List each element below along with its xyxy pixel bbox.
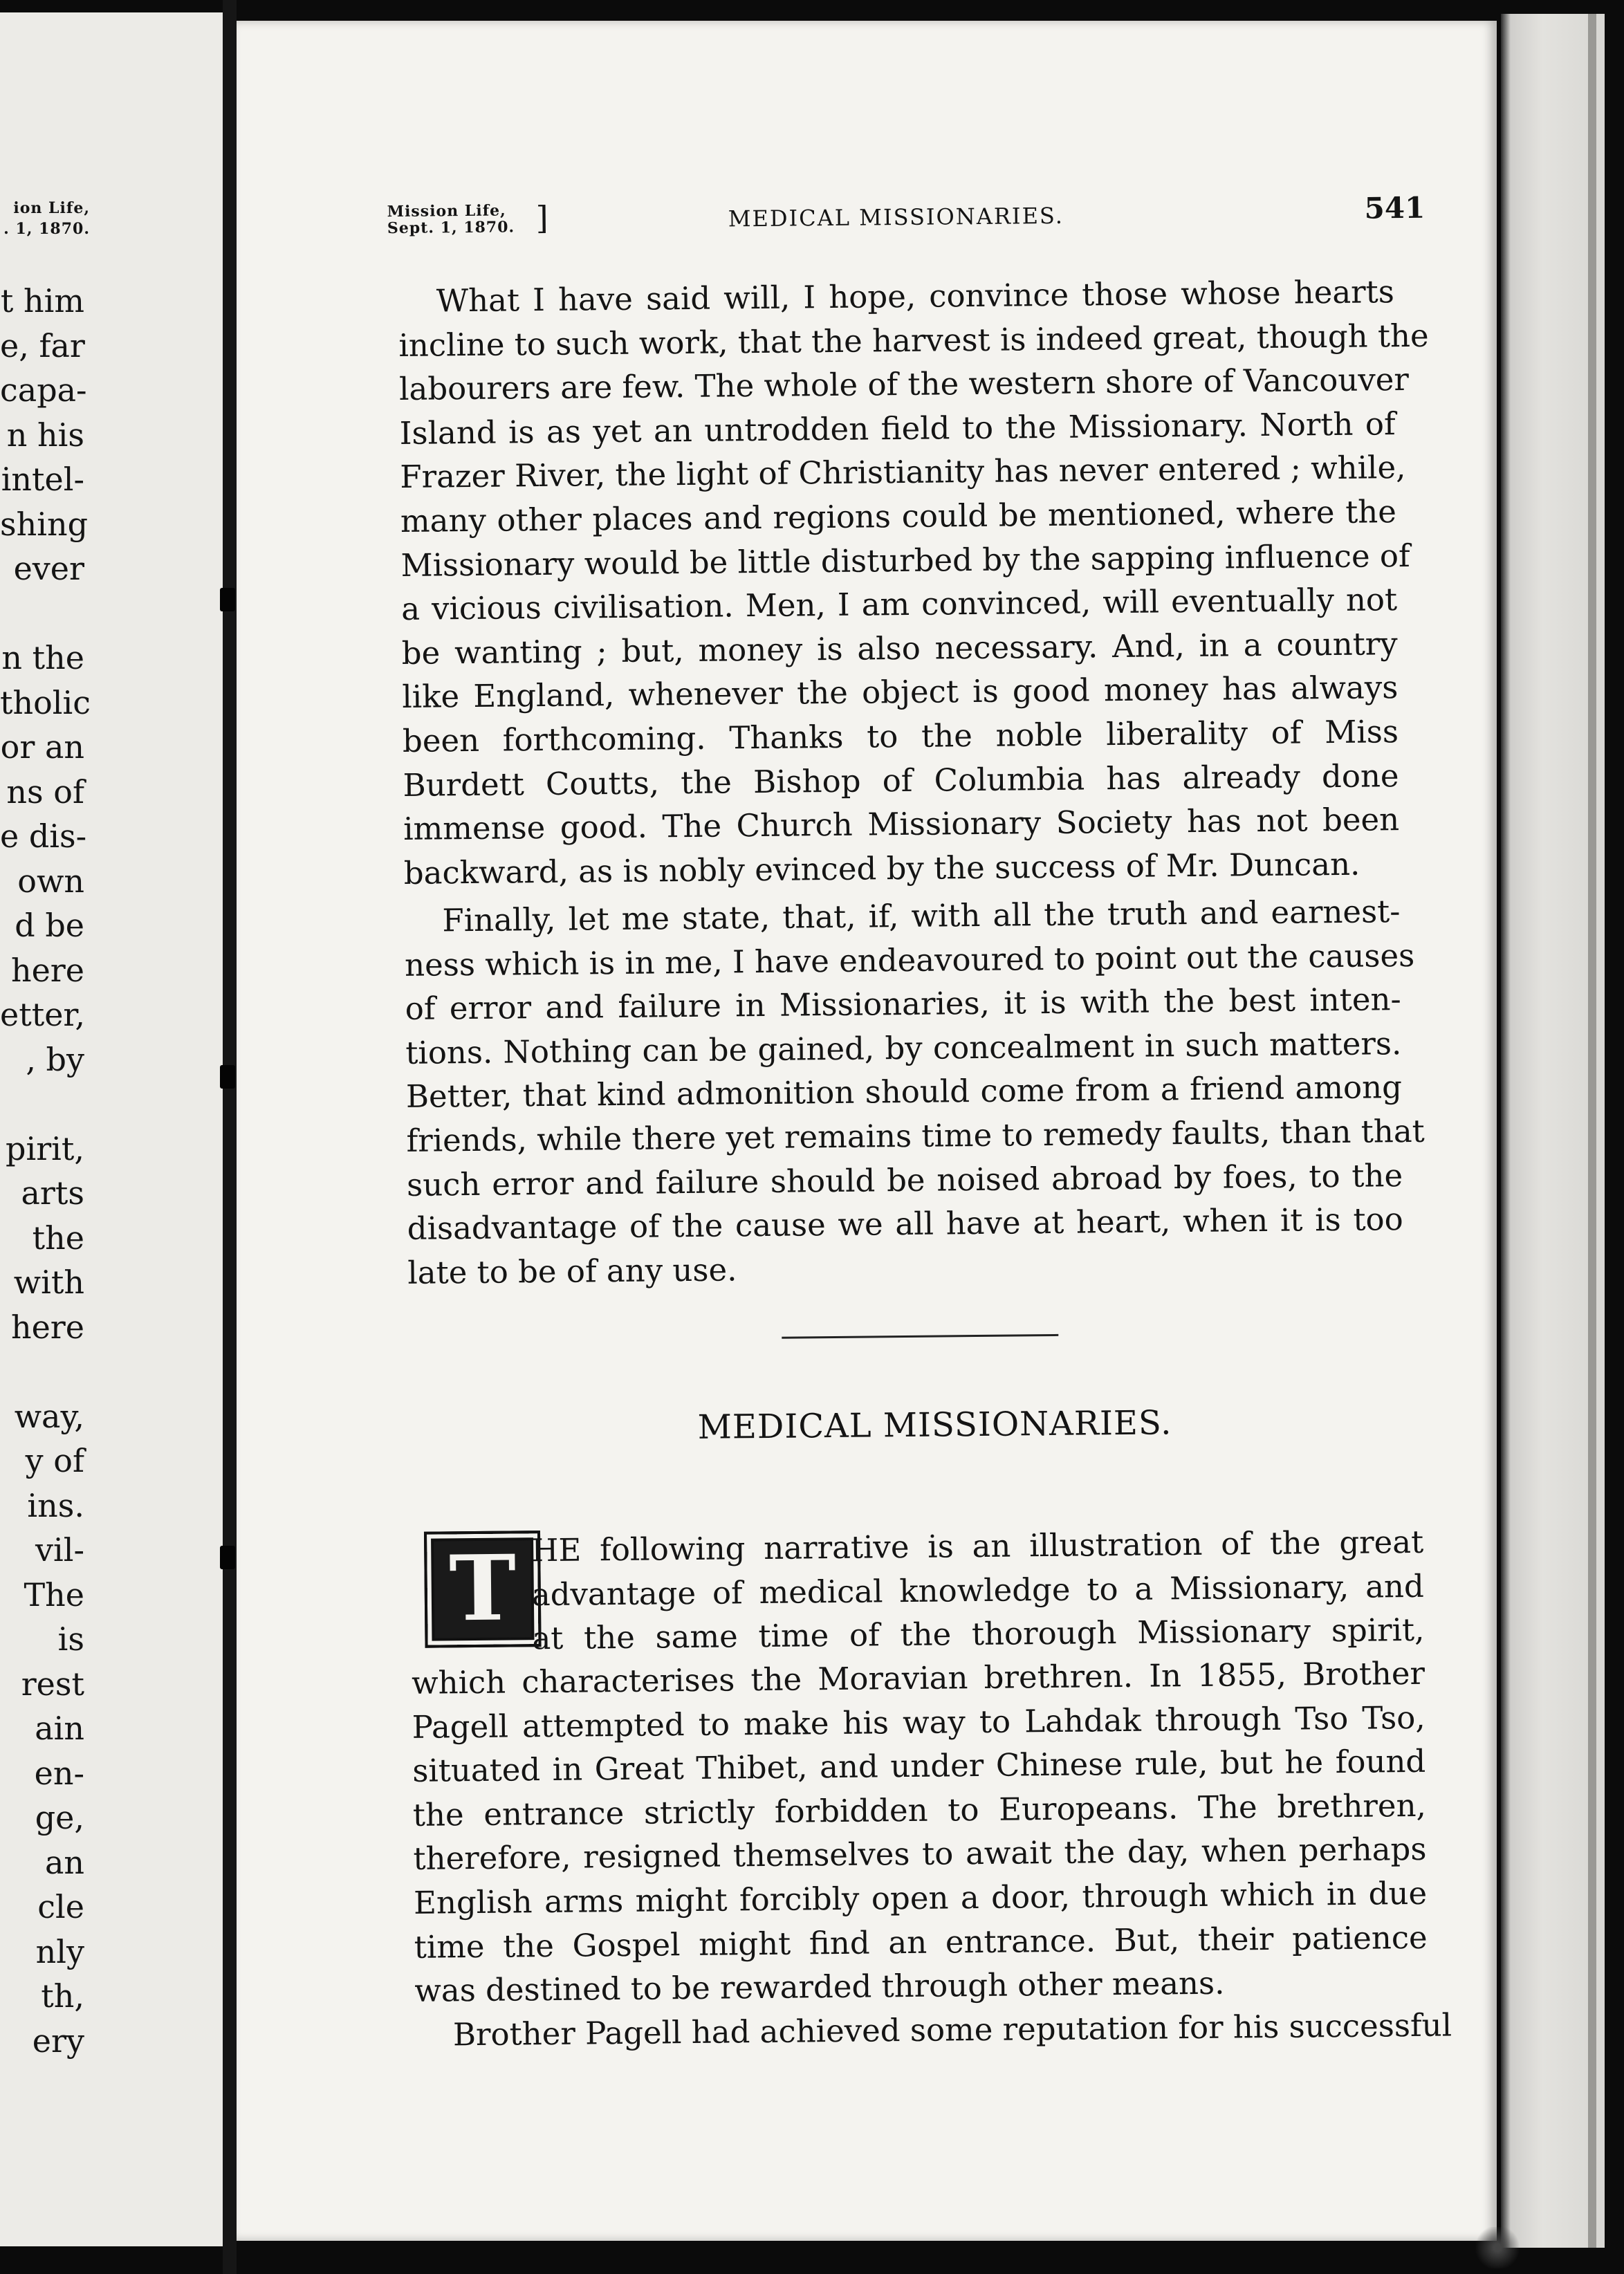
left-page-line bbox=[0, 1082, 84, 1127]
left-page-line: ain bbox=[35, 1710, 84, 1747]
text-line: incline to such work, that the harvest is indeed great, though the bbox=[398, 317, 1429, 364]
left-page-line: tholic bbox=[0, 683, 91, 721]
drop-cap-initial bbox=[424, 1531, 542, 1648]
text-line: tions. Nothing can be gained, by concealment in such matters. bbox=[405, 1024, 1402, 1071]
running-head-title: MEDICAL MISSIONARIES. bbox=[728, 202, 1064, 232]
text-line: Brother Pagell had achieved some reputation for his successful bbox=[452, 2006, 1452, 2053]
drop-cap-letter: T bbox=[448, 1535, 517, 1642]
text-line: Burdett Coutts, the Bishop of Columbia has already done bbox=[403, 757, 1399, 804]
page-content bbox=[387, 10, 1452, 2053]
page-number: 541 bbox=[1364, 190, 1425, 225]
left-page-line: th, bbox=[41, 1977, 84, 2015]
left-page-line: here bbox=[10, 1308, 84, 1346]
text-line: Finally, let me state, that, if, with all the truth and earnest- bbox=[442, 893, 1401, 939]
text-line: Missionary would be little disturbed by the sapping influence of bbox=[400, 537, 1410, 584]
text-line: a vicious civilisation. Men, I am convinced, will eventually not bbox=[400, 581, 1398, 628]
text-line: disadvantage of the cause we all have at heart, when it is too bbox=[407, 1201, 1403, 1248]
text-line: of error and failure in Missionaries, it is with the best inten- bbox=[405, 981, 1401, 1028]
text-line: which characterises the Moravian brethren. In 1855, Brother bbox=[411, 1654, 1425, 1701]
left-page-running-head bbox=[0, 198, 90, 239]
text-line: situated in Great Thibet, and under Chinese rule, but he found bbox=[412, 1743, 1426, 1790]
left-page-line: The bbox=[24, 1575, 84, 1614]
text-line: be wanting ; but, money is also necessary. And, in a country bbox=[401, 625, 1398, 672]
paragraph-1 bbox=[398, 270, 1429, 895]
text-line: Frazer River, the light of Christianity has never entered ; while, bbox=[400, 449, 1406, 496]
binding-mark bbox=[220, 1546, 235, 1569]
left-page-line: etter, bbox=[0, 996, 85, 1033]
left-page-line: ery bbox=[32, 2022, 84, 2060]
text-line: labourers are few. The whole of the western shore of Vancouver bbox=[398, 361, 1410, 408]
text-line: therefore, resigned themselves to await the day, when perhaps bbox=[413, 1831, 1427, 1878]
text-line: the entrance strictly forbidden to Europeans. The brethren, bbox=[412, 1786, 1427, 1833]
left-page-line: ge, bbox=[35, 1799, 84, 1836]
left-page-line: nly bbox=[35, 1932, 84, 1970]
text-line: Pagell attempted to make his way to Lahdak through Tso Tso, bbox=[412, 1699, 1425, 1746]
text-line: backward, as is nobly evinced by the success of Mr. Duncan. bbox=[403, 845, 1360, 891]
running-head-bracket: ] bbox=[535, 198, 548, 237]
text-line: Island is as yet an untrodden field to the Missionary. North of bbox=[399, 405, 1396, 452]
left-page-line: capa- bbox=[0, 371, 87, 409]
book-binding bbox=[223, 0, 237, 2274]
left-page-line: rest bbox=[21, 1665, 84, 1703]
left-page-line: ins. bbox=[27, 1486, 84, 1524]
left-page-line: or an bbox=[0, 728, 84, 766]
text-line: such error and failure should be noised abroad by foes, to the bbox=[406, 1156, 1403, 1203]
left-page-line: d be bbox=[15, 907, 84, 944]
paragraph-4 bbox=[415, 2004, 1452, 2058]
section-divider bbox=[782, 1334, 1058, 1339]
left-facing-page bbox=[0, 12, 227, 2246]
left-page-line: ns of bbox=[6, 773, 84, 811]
text-line: HE following narrative is an illustration of the great bbox=[530, 1523, 1424, 1569]
left-page-line: t him bbox=[0, 282, 84, 320]
running-head bbox=[387, 190, 1449, 256]
paragraph-2 bbox=[404, 889, 1425, 1295]
left-header-line: ion Life, bbox=[13, 199, 90, 217]
text-line: ness which is in me, I have endeavoured to point out the causes bbox=[404, 936, 1415, 983]
left-page-line: y of bbox=[25, 1442, 84, 1479]
text-line: Better, that kind admonition should come from a friend among bbox=[405, 1069, 1403, 1116]
paragraph-3-opening bbox=[531, 1520, 1425, 1661]
left-page-line: way, bbox=[14, 1397, 84, 1435]
page-edge-line bbox=[1588, 14, 1596, 2248]
left-page-line: , by bbox=[26, 1040, 84, 1078]
text-line: What I have said will, I hope, convince those whose hearts bbox=[436, 273, 1395, 320]
left-page-line: en- bbox=[34, 1754, 84, 1792]
text-line: many other places and regions could be mentioned, where the bbox=[400, 493, 1397, 539]
paragraph-3 bbox=[412, 1652, 1428, 2013]
left-page-line: n the bbox=[1, 639, 84, 676]
left-page-line: ever bbox=[13, 550, 84, 587]
left-header-line: . 1, 1870. bbox=[3, 220, 90, 238]
left-page-line: shing bbox=[0, 505, 89, 543]
left-page-line: arts bbox=[21, 1174, 84, 1212]
text-line: time the Gospel might find an entrance. But, their patience bbox=[414, 1919, 1428, 1966]
text-line: advantage of medical knowledge to a Missionary, and bbox=[531, 1567, 1425, 1613]
left-page-line bbox=[0, 1349, 84, 1394]
section-title: MEDICAL MISSIONARIES. bbox=[697, 1403, 1172, 1447]
left-page-line: vil- bbox=[35, 1531, 84, 1569]
text-line: at the same time of the thorough Missionary spirit, bbox=[532, 1611, 1425, 1657]
text-line: English arms might forcibly open a door, through which in due bbox=[413, 1874, 1428, 1921]
left-page-text bbox=[0, 279, 91, 2063]
text-line: friends, while there yet remains time to remedy faults, than that bbox=[406, 1112, 1425, 1159]
left-page-line: intel- bbox=[1, 461, 84, 498]
left-page-line: here bbox=[10, 951, 84, 989]
source-line: Sept. 1, 1870. bbox=[387, 218, 515, 238]
left-page-line: cle bbox=[37, 1888, 84, 1925]
source-line: Mission Life, bbox=[387, 201, 506, 221]
left-page-line: n his bbox=[6, 416, 84, 454]
main-page bbox=[237, 21, 1497, 2241]
text-line: been forthcoming. Thanks to the noble liberality of Miss bbox=[402, 713, 1399, 759]
left-page-line: e dis- bbox=[0, 817, 87, 855]
binding-mark bbox=[220, 1065, 235, 1089]
left-page-line bbox=[0, 591, 84, 636]
left-page-line: e, far bbox=[0, 326, 85, 364]
binding-mark bbox=[220, 588, 235, 611]
text-line: was destined to be rewarded through other means. bbox=[414, 1964, 1225, 2010]
text-line: like England, whenever the object is good money has always bbox=[402, 669, 1399, 716]
text-line: late to be of any use. bbox=[407, 1251, 737, 1291]
scan-speck bbox=[1466, 2227, 1529, 2268]
left-page-line: pirit, bbox=[6, 1129, 84, 1167]
running-head-source bbox=[387, 202, 515, 237]
text-line: immense good. The Church Missionary Society has not been bbox=[403, 801, 1400, 848]
left-page-line: with bbox=[13, 1264, 84, 1301]
left-page-line: an bbox=[44, 1843, 84, 1881]
left-page-line: is bbox=[57, 1620, 84, 1658]
left-page-line: own bbox=[17, 862, 84, 900]
left-page-line: the bbox=[32, 1219, 84, 1257]
